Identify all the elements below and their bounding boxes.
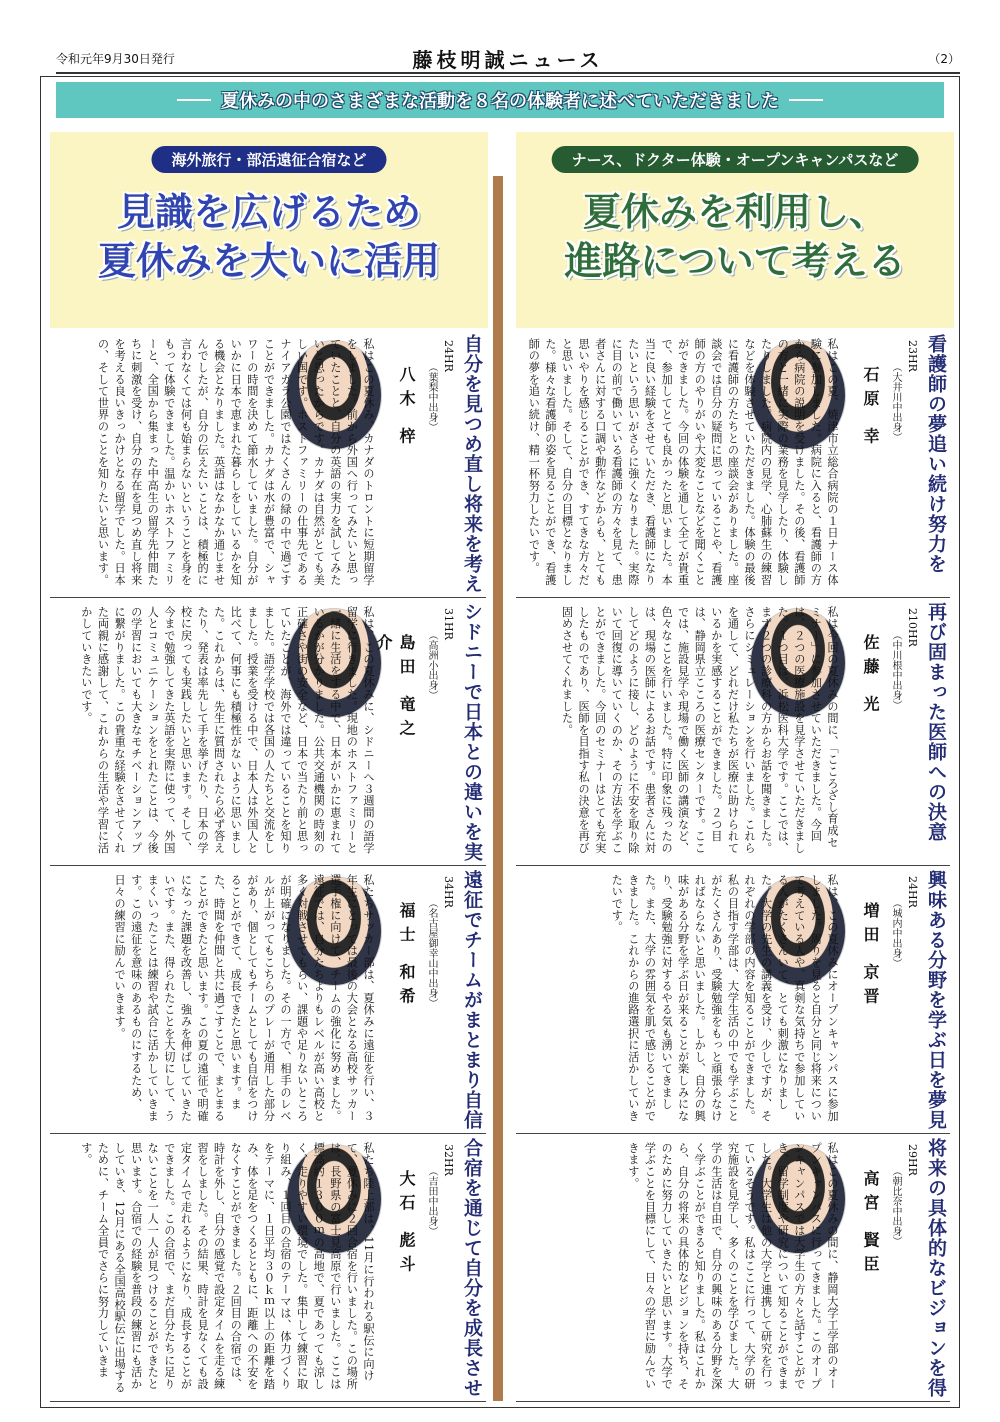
article-panel	[50, 332, 486, 598]
student-grade: 24HR	[442, 340, 455, 372]
article-body: 私は、この夏休みに、シドニーへ３週間の語学留学に行きました。現地のホストファミリーと一緒に生活をする中で、日本がいかに恵まれているかが分かりました。公共交通機関の時刻の正確さや街の安全など、日本で当たり前と思っていたことが、海外では違っていることを知りました。語学学校では各国の人たちと交流をしました。授業を受ける中で、日本人は外国人と比べて、何事にも積極性がないように思いました。これからは、先生に質問されたら必ず答えたり、発表は率先して手を挙げたり、日本の学校に戻っても実践したいと思います。そして、今まで勉強してきた英語を実際に使って、外国人とコミュニケーションをとれたことは、今後の学習においても大きなモチベーションアップに繋がりました。この貴重な経験をさせてくれた両親に感謝して、これからの生活や学習に活かしていきたいです。	[79, 606, 375, 854]
article-panel	[50, 1136, 486, 1402]
article-body: 私はこの夏休み、カナダのトロントに短期留学をしました。前から外国へ行ってみたいと思っていたことと、自分の英語の実力を試してみたいと思ったからです。カナダは自然がとても美しい国です。ホストファミリーの仕事先であるナイアガラ公園ではたくさんの緑の中で過ごすことができました。カナダは水が豊富で、シャワーの時間を決めて節水していました。自分がいかに日本で恵まれた暮らしをしているかを知る機会となりました。英語はなかなか通じませんでしたが、自分の伝えたいことは、積極的に言わなくては何も始まらないということを身をもって体験できました。温かいホストファミリーと、全国から集まった中高生の留学先仲間たちに刺激を受け、自分の存在を見つめ直し将来を考える良いきっかけとなる留学でした。日本の、そして世界のことを知りたいと思います。	[96, 338, 375, 586]
student-name: 大石 彪斗	[397, 1170, 416, 1280]
article-panel	[516, 600, 950, 866]
student-school: （吉田中出身）	[426, 1166, 437, 1236]
article-panel	[516, 1136, 950, 1402]
student-name: 八木 梓	[397, 366, 416, 452]
student-grade: 32HR	[442, 1144, 455, 1176]
student-school: （大井川中出身）	[890, 362, 901, 442]
page-number: （2）	[928, 52, 960, 66]
column-divider	[493, 176, 503, 1401]
article-heading: 看護師の夢追い続け努力を	[925, 334, 947, 574]
article-heading: 遠征でチームがまとまり自信	[461, 870, 483, 1130]
student-grade: 210HR	[906, 608, 919, 647]
right-headline-line1: 夏休みを利用し、	[582, 190, 887, 234]
banner-text: 夏休みの中のさまざまな活動を８名の体験者に述べていただきました	[221, 91, 779, 112]
student-grade: 29HR	[906, 1144, 919, 1176]
page-header	[56, 48, 960, 70]
feature-banner	[56, 82, 944, 118]
student-school: （高洲小出身）	[426, 630, 437, 700]
article-body: 私は、この夏休みにオープンキャンパスに参加しました。周りを見ると自分と同じ将来について考えている人や、真剣な気持ちで参加している人がたくさんいて、とても刺激になりました。大学の先生の講義を受け、少しですが、それぞれの学部の内容を知ることができました。私の目指す学部は、大学生活の中でも学ぶことがたくさんあり、受験勉強をもっと頑張らなければならないと思いました。しかし、自分の興味がある分野を学ぶ日が来ることが楽しみになり、受験勉強に対するやる気も湧いてきました。また、大学の雰囲気を肌で感じることができました。これからの進路選択に活かしていきたいです。	[610, 874, 839, 1122]
article-body: 私たち陸上部は、11月に行われる駅伝に向けて、夏休みに２回合宿を行いました。この場所は、長野県の富士見高原で行いました。ここは標高約１３００ｍの高地で、夏であっても涼しく、走りやすい環境でした。集中して練習に取り組み、１回目の合宿のテーマは、体力づくりをテーマに、１日平均３０ｋｍ以上の距離を踏み、体を足をつくるとともに、距離への不安をなくすことができました。２回目の合宿では、時計を外し、自分の感覚で設定タイムを走る練習をしました。その結果、時計を見なくても設定タイムで走れるようになり、成長することができました。この合宿で、まだ自分たちに足りないことを一人一人が見つけることができたと思います。合宿での経験を普段の練習にも活かしていき、12月にある全国高校駅伝に出場するために、チーム全員でさらに努力していきます。	[79, 1142, 375, 1394]
student-school: （朝比奈中出身）	[890, 1166, 901, 1246]
article-panel	[516, 332, 950, 598]
article-heading: 興味ある分野を学ぶ日を夢見	[925, 870, 947, 1130]
newspaper-title: 藤枝明誠ニュース	[412, 48, 604, 72]
student-grade: 23HR	[906, 340, 919, 372]
article-heading: 合宿を通じて自分を成長させ	[461, 1138, 483, 1398]
article-heading: 将来の具体的なビジョンを得	[925, 1138, 947, 1398]
student-name: 福士 和希	[397, 902, 416, 1012]
student-name: 増田 京晋	[861, 902, 880, 1012]
right-headline-line2: 進路について考える	[564, 239, 906, 284]
issue-date: 令和元年9月30日発行	[56, 52, 175, 66]
student-name: 石原 幸	[861, 366, 880, 452]
left-headline-line1: 見識を広げるため	[116, 190, 421, 234]
left-lead-tag: 海外旅行・部活遠征合宿など	[151, 146, 386, 173]
left-lead-headline	[50, 188, 488, 287]
header-rule	[56, 72, 960, 74]
article-heading: 再び固まった医師への決意	[925, 602, 947, 842]
article-heading: 自分を見つめ直し将来を考え	[461, 334, 483, 594]
article-body: 私はこの夏、焼津市立総合病院の１日ナース体験に参加しました。病院に入ると、看護師の方から病院の説明を受けました。その後、看護師の方と一緒に実際の業務を見学したり、体験したりしました。病院内の見学、心肺蘇生の練習などを体験させていただきました。体験の最後に看護師の方たちとの座談会がありました。座談会では自分の疑問に思っていることや、看護師の方のやりがいや大変なことなどを聞くことができました。今回の体験を通して全てが貴重で、参加してとても良かったと思いました。本当に良い経験をさせていただき、看護師になりたいという思いがさらに強くなりました。実際に目の前で働いている看護師の方々を見て、患者さんに対する口調や動作などからも、とても思いやりを感じることができ、すてきな方々だと思いました。そして、自分の目標となりました。様々な看護師の姿を見ることができ、看護師の夢を追い続け、精一杯努力したいです。	[527, 338, 839, 586]
right-lead-headline	[516, 188, 954, 287]
student-name: 佐藤 光	[861, 634, 880, 720]
student-grade: 24HR	[906, 876, 919, 908]
student-school: （名古屋御幸山中出身）	[426, 898, 437, 1008]
right-lead-tag: ナース、ドクター体験・オープンキャンパスなど	[552, 146, 919, 173]
article-panel	[50, 600, 486, 866]
article-body: 私はこの夏休みの間に、静岡大学工学部のオープンキャンパスに行ってきました。このオープンキャンパスでは大学生の方々と話すことができ、留学制度や研究について知ることができました。大学生は他の大学と連携して研究を行っているそうです。私はここに行って、大学の研究施設を見学し、多くのことを学びました。大学の生活は自由で、自分の興味のある分野を深く学ぶことができると知りました。私はこれから、自分の将来の具体的なビジョンを持ち、そのために努力していきたいと思います。大学で学ぶことを目標にして、日々の学習に励んでいきます。	[626, 1142, 839, 1390]
left-headline-line2: 夏休みを大いに活用	[97, 239, 440, 284]
student-name: 島田 竜之介	[374, 634, 416, 744]
article-panel	[50, 868, 486, 1134]
article-heading: シドニーで日本との違いを実	[461, 602, 483, 862]
article-body: 私たちサッカー部は、夏休みに遠征を行い、３年生にとっては最後の大会となる高校サッカー選手権に向けて、チームの強化に努めました。遠征では、自分たちよりもレベルが高い高校と多く対戦させてもらい、課題や足りないところが明確になりました。その一方で、相手のレベルが上がってもこちらのプレーが通用した部分があり、個としてもチームとしても自信をつけることができて、成長できたと思います。また、時間を仲間と共に過ごすことで、まとまることができたと思います。この夏の遠征で明確になった課題を改善し、強みを伸ばしていきたいです。また、得られたことを大切にして、うまくいったことは練習や試合に活かしていきます。この遠征を意味のあるものにするため、日々の練習に励んでいきます。	[113, 874, 375, 1122]
student-school: （中川根中出身）	[890, 630, 901, 710]
right-lead-box	[516, 132, 954, 328]
student-school: （城内中出身）	[890, 898, 901, 968]
student-school: （葉梨中出身）	[426, 362, 437, 432]
student-grade: 34HR	[442, 876, 455, 908]
left-lead-box	[50, 132, 488, 328]
student-grade: 31HR	[442, 608, 455, 640]
student-name: 高宮 賢臣	[861, 1170, 880, 1280]
article-panel	[516, 868, 950, 1134]
article-body: 私は今回の夏休みの間に、「こころざし育成セミナー」に参加させていただきました。今回は、２つの医療施設を見学させていただきました。１つ目は、浜松医科大学です。ここでは、まず２つの診療科の方からお話を聞きました。さらにシミュレーションを行いました。これらを通して、どれだけ私たちが医療に助けられているかを実感することができました。２つ目は、静岡県立こころの医療センターです。ここでは、施設見学や現場で働く医師の講演など、色々なことを行いました。特に印象に残ったのは、現場の医師によるお話です。患者さんに対してどのように接し、どのように不安を取り除いて回復に導いていくのか、その方法を学ぶことができました。今回のセミナーはとても充実したものであり、医師を目指す私の決意を再び固めさせてくれました。	[560, 606, 839, 854]
